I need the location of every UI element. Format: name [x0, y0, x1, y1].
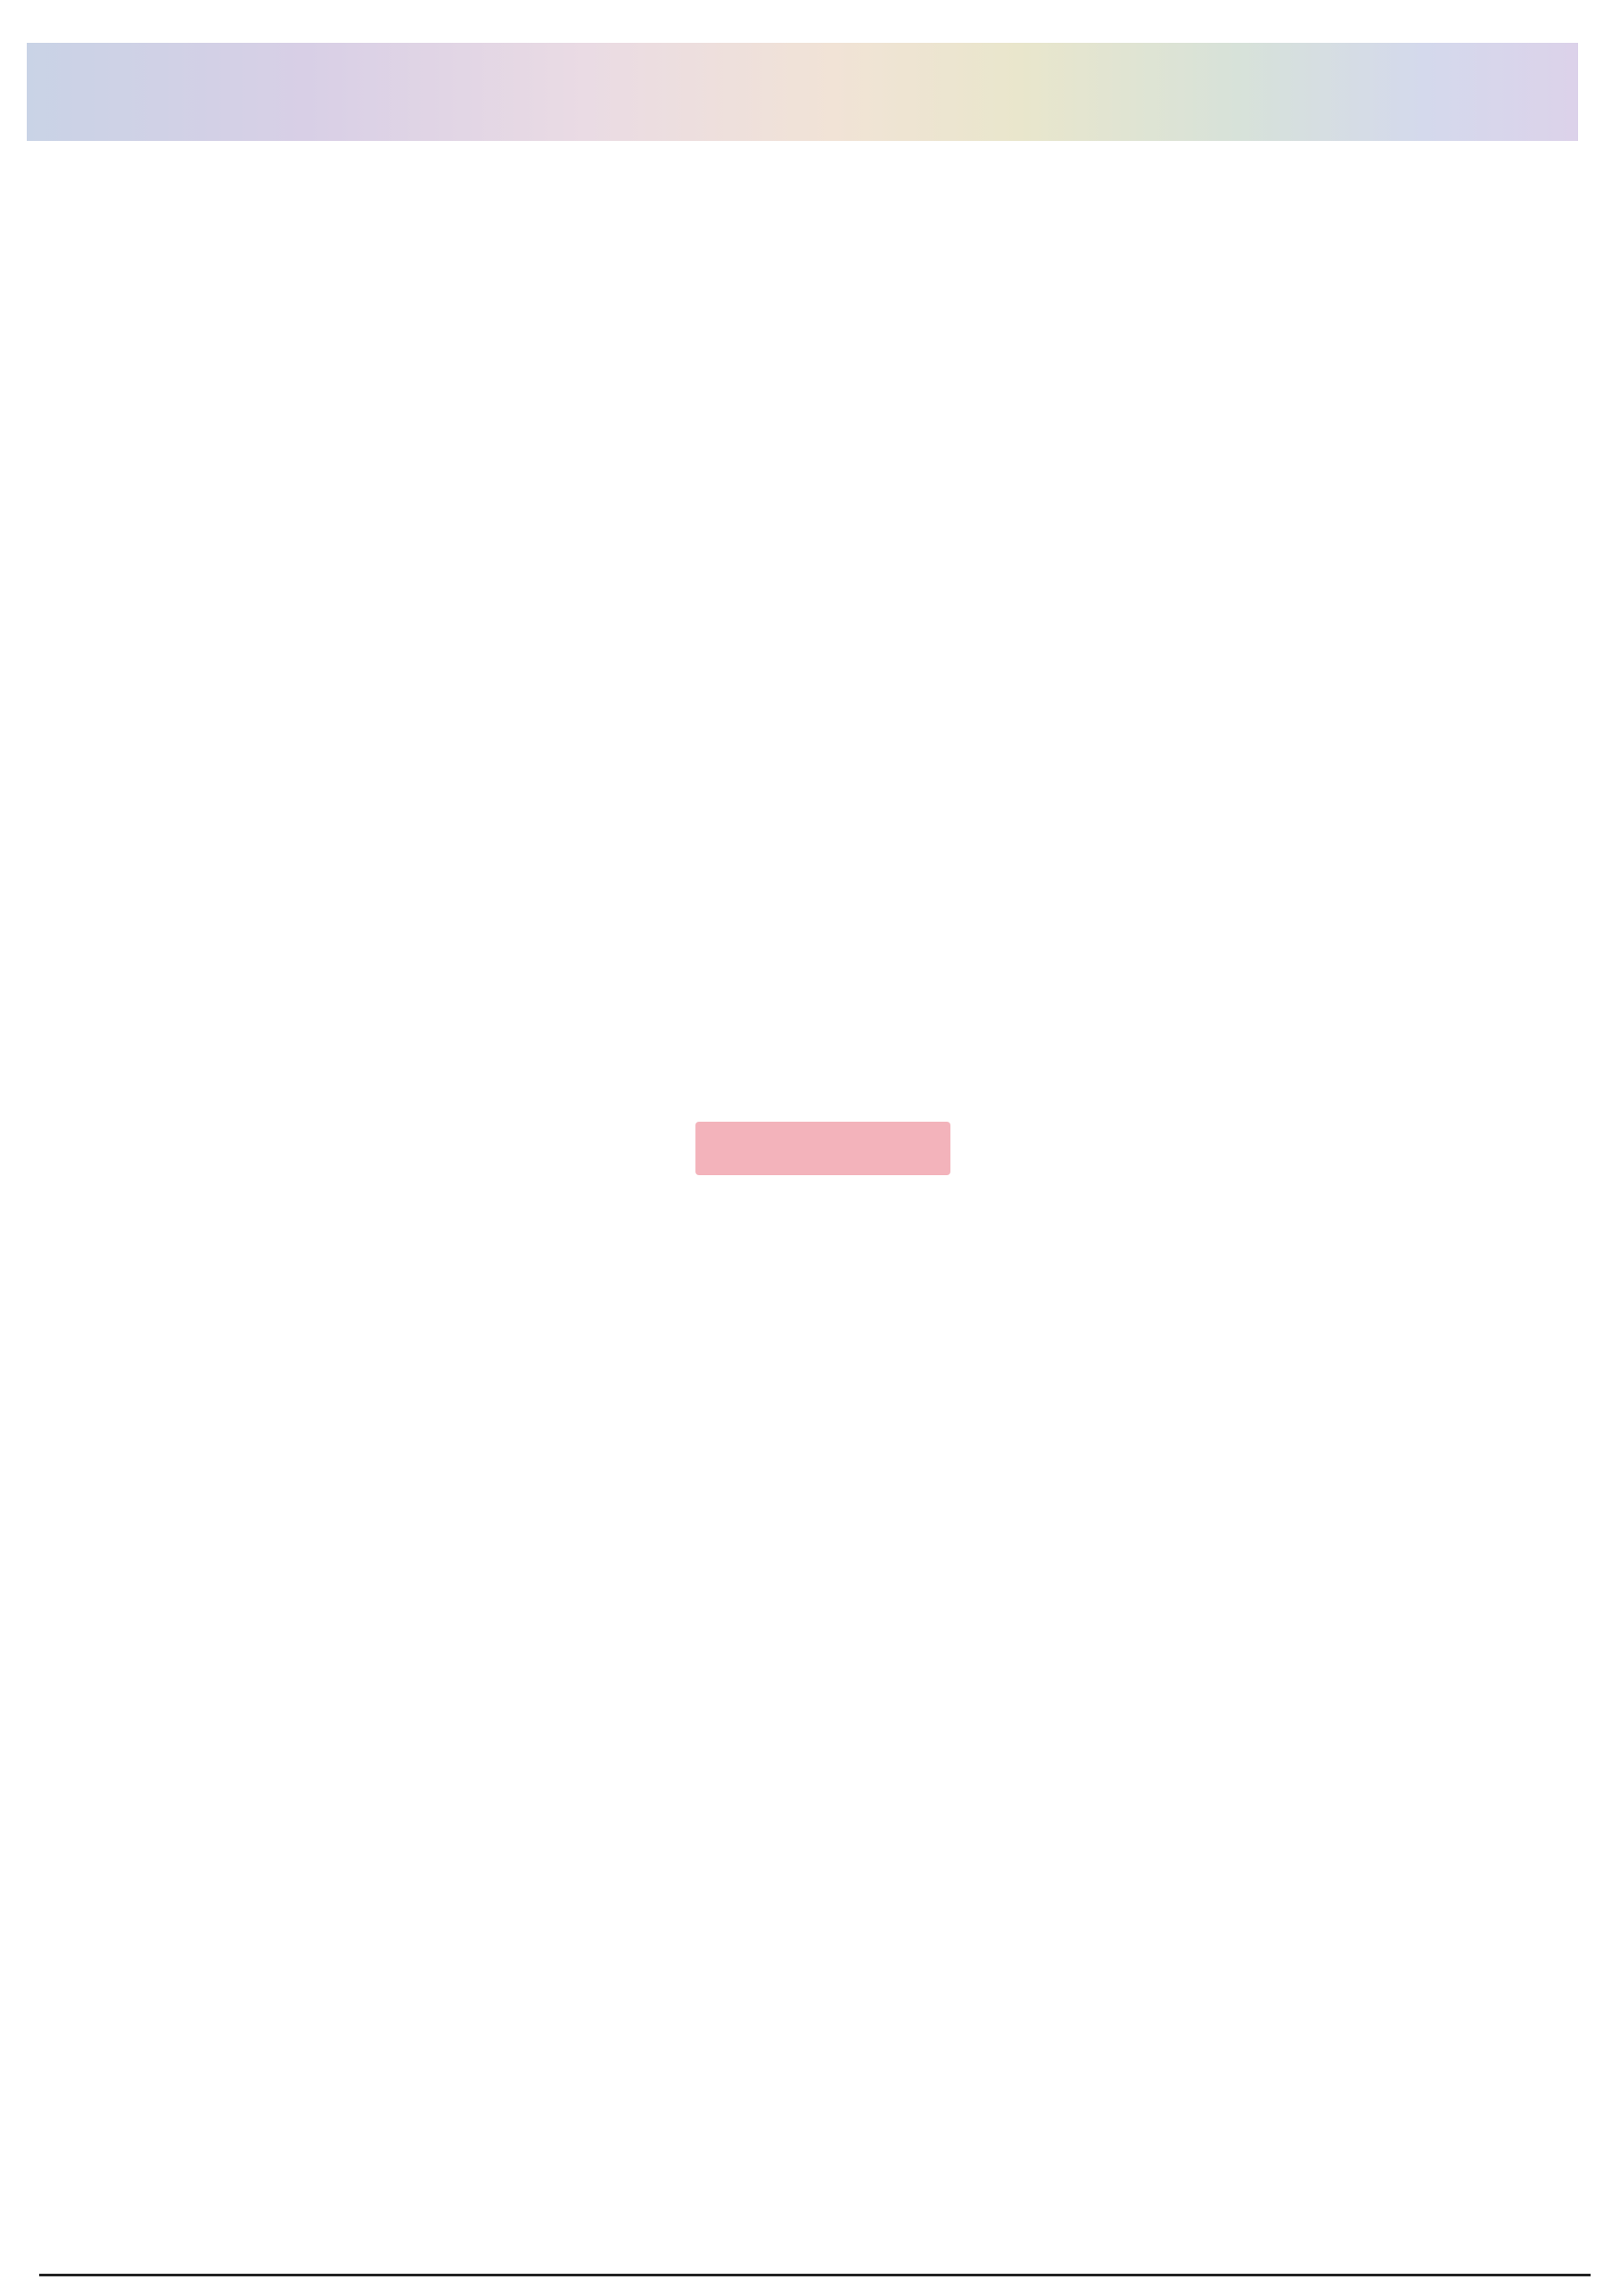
bottom-rule	[39, 2274, 1591, 2276]
header-band	[27, 43, 1578, 141]
watermark-badge	[695, 1122, 950, 1175]
